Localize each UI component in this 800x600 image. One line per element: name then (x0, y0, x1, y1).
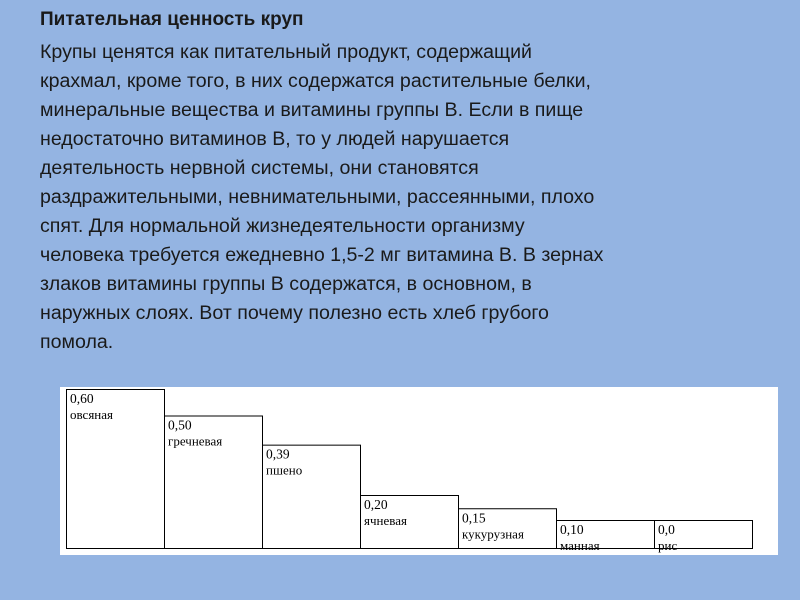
bar-category-label: кукурузная (462, 526, 524, 542)
slide-title: Питательная ценность круп (40, 9, 304, 30)
bar-value-label: 0,15 (462, 510, 486, 526)
bar-value-label: 0,50 (168, 417, 192, 433)
bar-category-label: манная (560, 538, 600, 553)
bar-value-label: 0,10 (560, 522, 584, 537)
bar-value-label: 0,39 (266, 446, 290, 462)
bar-category-label: рис (658, 538, 678, 553)
bar-category-label: гречневая (168, 433, 223, 449)
bar-value-label: 0,60 (70, 391, 94, 406)
bar-value-label: 0,20 (364, 497, 388, 512)
bar-category-label: пшено (266, 462, 303, 478)
vitamin-b-chart (60, 387, 778, 555)
bar-value-label: 0,0 (658, 522, 675, 537)
bar-category-label: овсяная (70, 407, 114, 422)
slide-body-text: Крупы ценятся как питательный продукт, содержащий крахмал, кроме того, в них содержатся растительные белки, минеральные вещества и витамины группы В. Если в пище недостаточно витаминов В, то у людей нарушается деятельность нервной системы, они становятся раздражительными, невнимательными, рассеянными, плохо спят. Для нормальной жизнедеятельности организму человека требуется ежедневно 1,5-2 мг витамина В. В зернах злаков витамины группы В содержатся, в основном, в наружных слоях. Вот почему полезно есть хлеб грубого помола. (40, 41, 604, 353)
chart-svg (60, 387, 778, 555)
bar-category-label: ячневая (364, 513, 407, 528)
